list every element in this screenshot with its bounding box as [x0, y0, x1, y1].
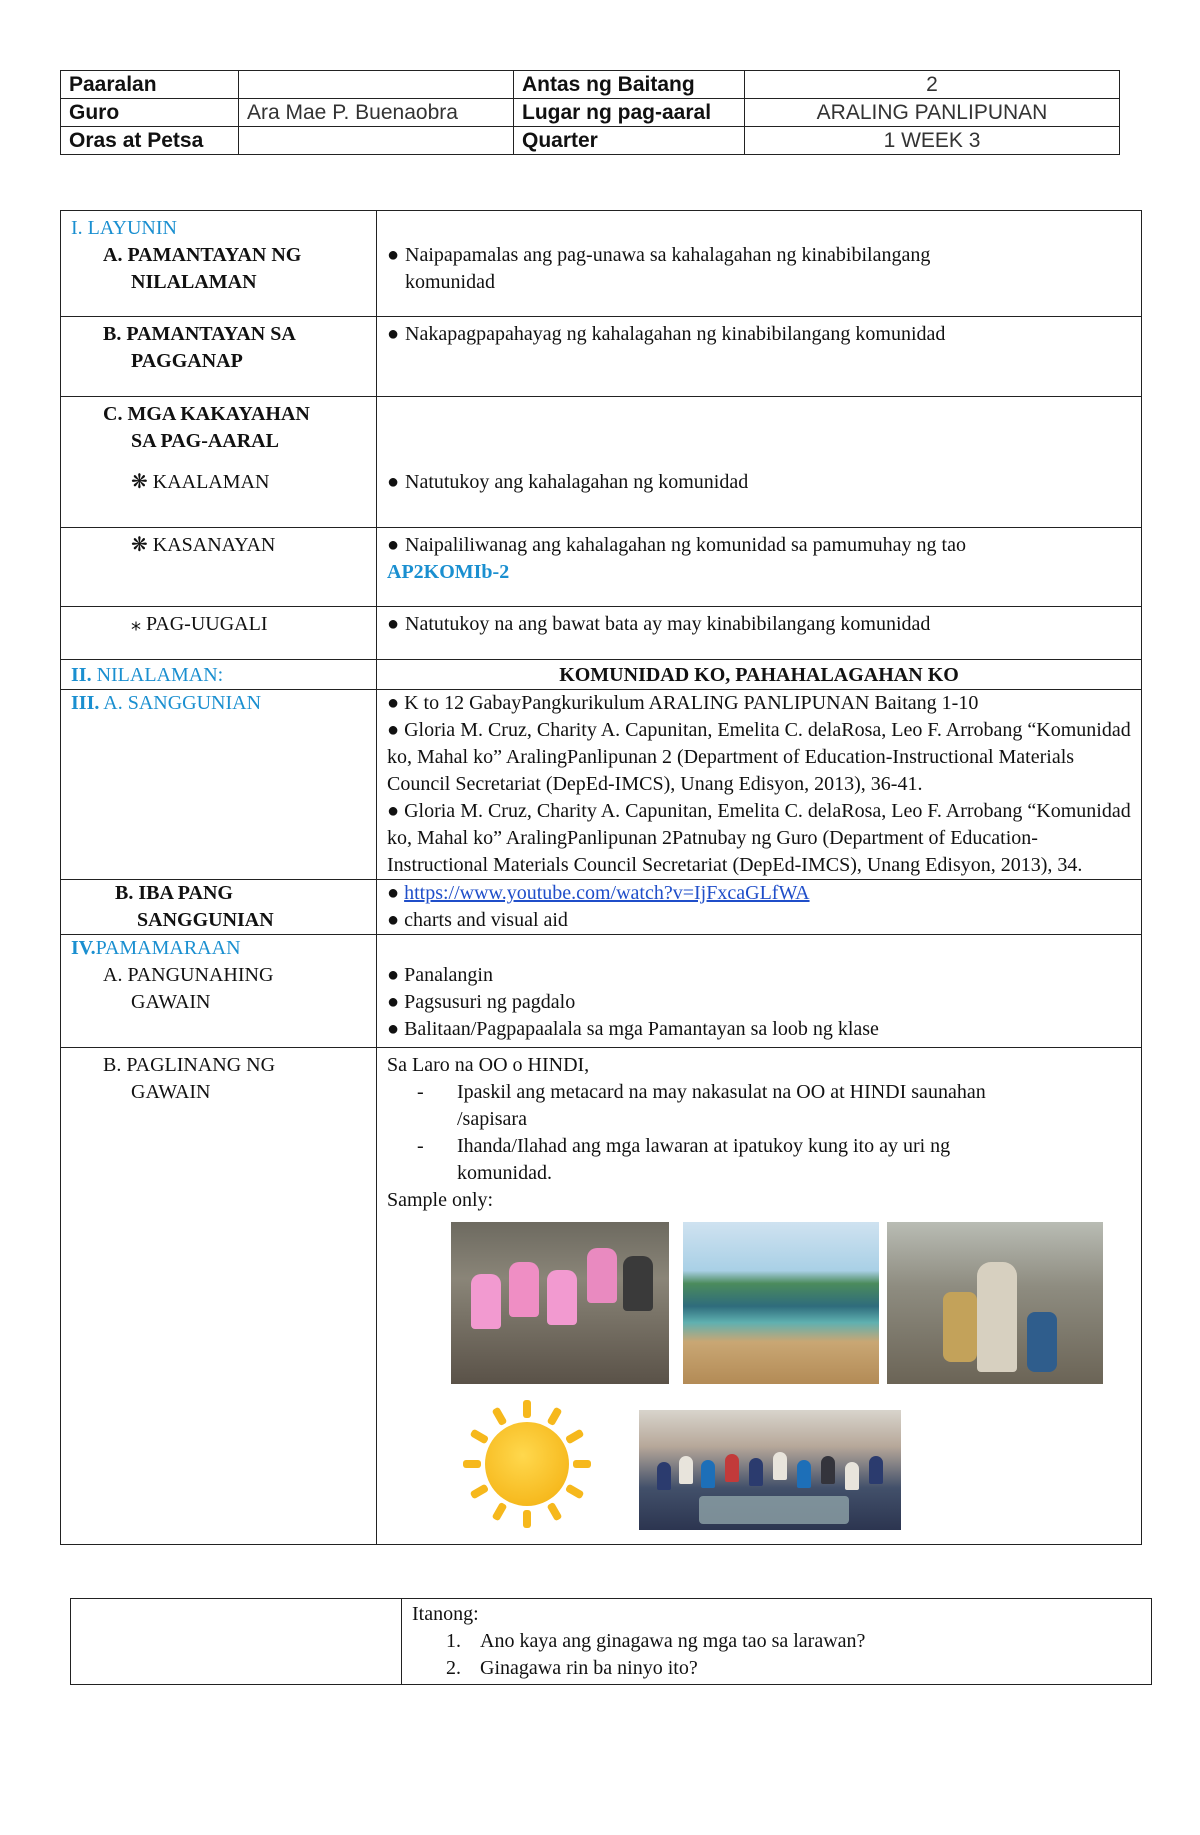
questions-title: Itanong:	[412, 1603, 479, 1625]
preliminary-title: A. PANGUNAHING	[103, 964, 274, 986]
references-heading-cell: III. A. SANGGUNIAN	[61, 690, 377, 880]
questions-cell	[402, 1599, 1152, 1685]
reference-item: ● Gloria M. Cruz, Charity A. Capunitan, Emelita C. delaRosa, Leo F. Arrobang “Komunidad ko, Mahal ko” AralingPanlipunan 2 (Department of Education-Instructional Materials Council Secretariat (DepEd-IMCS), Unang Edisyon, 2013), 36-41.	[387, 719, 1131, 795]
objectives-cell	[61, 211, 377, 317]
group-photo	[639, 1410, 901, 1530]
attitude-text: ● Natutukoy na ang bawat bata ay may kinabibilangang komunidad	[387, 613, 931, 635]
other-reference-item: ● charts and visual aid	[387, 909, 568, 931]
quarter-value: 1 WEEK 3	[745, 127, 1120, 155]
performance-standard-text: ● Nakapagpapahayag ng kahalagahan ng kinabibilangang komunidad	[377, 317, 1142, 397]
teacher-label: Guro	[61, 99, 239, 127]
content-standard-cell	[377, 211, 1142, 317]
reference-item: ● Gloria M. Cruz, Charity A. Capunitan, Emelita C. delaRosa, Leo F. Arrobang “Komunidad ko, Mahal ko” AralingPanlipunan 2Patnubay ng Guro (Department of Education-Instructional Materials Council Secretariat (DepEd-IMCS), Unang Edisyon, 2013), 34.	[387, 800, 1131, 876]
development-title-2: GAWAIN	[131, 1081, 211, 1103]
procedure-heading: PAMAMARAAN	[95, 937, 241, 959]
content-heading: NILALAMAN:	[96, 664, 224, 686]
knowledge-text: ● Natutukoy ang kahalagahan ng komunidad	[387, 471, 749, 493]
school-value	[239, 71, 514, 99]
development-activities	[377, 1048, 1142, 1545]
performance-standard-title-2: PAGGANAP	[131, 350, 243, 372]
procedure-cell: IV.PAMAMARAAN A. PANGUNAHING GAWAIN	[61, 935, 377, 1048]
question-item: 1. Ano kaya ang ginagawa ng mga tao sa larawan?	[446, 1630, 866, 1652]
skills-code: AP2KOMIb-2	[387, 561, 510, 583]
content-standard-title-2: NILALAMAN	[131, 271, 257, 293]
other-references-title-2: SANGGUNIAN	[137, 909, 274, 931]
youtube-link[interactable]: https://www.youtube.com/watch?v=IjFxcaGLfWA	[404, 882, 810, 904]
time-label: Oras at Petsa	[61, 127, 239, 155]
preliminary-activities	[377, 935, 1142, 1048]
performance-standard-cell	[61, 317, 377, 397]
teacher-value: Ara Mae P. Buenaobra	[239, 99, 514, 127]
content-heading-cell: II. NILALAMAN:	[61, 660, 377, 690]
sample-label: Sample only:	[387, 1189, 494, 1211]
attitude-label: ⁎ PAG-UUGALI	[131, 613, 268, 635]
subject-value: ARALING PANLIPUNAN	[745, 99, 1120, 127]
beach-photo	[683, 1222, 879, 1384]
dash-item: - Ihanda/Ilahad ang mga lawaran at ipatukoy kung ito ay uri ng komunidad.	[417, 1135, 951, 1184]
development-title: B. PAGLINANG NG	[103, 1054, 276, 1076]
neighbors-photo	[887, 1222, 1103, 1384]
lesson-topic: KOMUNIDAD KO, PAHAHALAGAHAN KO	[377, 660, 1142, 690]
grade-label: Antas ng Baitang	[514, 71, 745, 99]
dash-item: - Ipaskil ang metacard na may nakasulat na OO at HINDI saunahan /sapisara	[417, 1081, 986, 1130]
other-references-title: B. IBA PANG	[115, 882, 233, 904]
skills-label: ❋ KASANAYAN	[131, 534, 276, 556]
knowledge-label: ❋ KAALAMAN	[131, 471, 270, 493]
references-list	[377, 690, 1142, 880]
attitude-cell	[61, 607, 377, 660]
lesson-plan-table	[60, 210, 1142, 1545]
quarter-label: Quarter	[514, 127, 745, 155]
skills-cell	[61, 528, 377, 607]
development-cell	[61, 1048, 377, 1545]
header-table	[60, 70, 1120, 155]
sample-photos	[387, 1214, 1131, 1544]
grade-value: 2	[745, 71, 1120, 99]
other-references-list: ● https://www.youtube.com/watch?v=IjFxcaGLfWA ● charts and visual aid	[377, 880, 1142, 935]
attitude-text-cell	[377, 607, 1142, 660]
activity-item: ● Panalangin	[387, 964, 493, 986]
reference-item: ● K to 12 GabayPangkurikulum ARALING PANLIPUNAN Baitang 1-10	[387, 692, 979, 714]
preliminary-title-2: GAWAIN	[131, 991, 211, 1013]
skills-text-cell	[377, 528, 1142, 607]
subject-label: Lugar ng pag-aaral	[514, 99, 745, 127]
time-value	[239, 127, 514, 155]
content-standard-title: A. PAMANTAYAN NG	[103, 244, 302, 266]
references-heading: A. SANGGUNIAN	[103, 692, 262, 714]
question-item: 2. Ginagawa rin ba ninyo ito?	[446, 1657, 698, 1679]
skills-text: ● Naipaliliwanag ang kahalagahan ng komunidad sa pamumuhay ng tao	[387, 534, 966, 556]
activity-item: ● Balitaan/Pagpapaalala sa mga Pamantayan sa loob ng klase	[387, 1018, 879, 1040]
knowledge-cell	[377, 397, 1142, 528]
questions-table	[70, 1598, 1152, 1685]
content-standard-text: ● Naipapamalas ang pag-unawa sa kahalagahan ng kinabibilangang komunidad	[387, 244, 931, 293]
questions-left-cell	[71, 1599, 402, 1685]
sun-image	[459, 1394, 599, 1534]
activity-item: ● Pagsusuri ng pagdalo	[387, 991, 576, 1013]
performance-standard-title: B. PAMANTAYAN SA	[103, 323, 296, 345]
competencies-cell	[61, 397, 377, 528]
competencies-title: C. MGA KAKAYAHAN	[103, 403, 310, 425]
school-label: Paaralan	[61, 71, 239, 99]
game-intro: Sa Laro na OO o HINDI,	[387, 1054, 590, 1076]
competencies-title-2: SA PAG-AARAL	[131, 430, 279, 452]
other-references-cell	[61, 880, 377, 935]
objectives-heading: I. LAYUNIN	[71, 217, 177, 239]
community-cleanup-photo	[451, 1222, 669, 1384]
